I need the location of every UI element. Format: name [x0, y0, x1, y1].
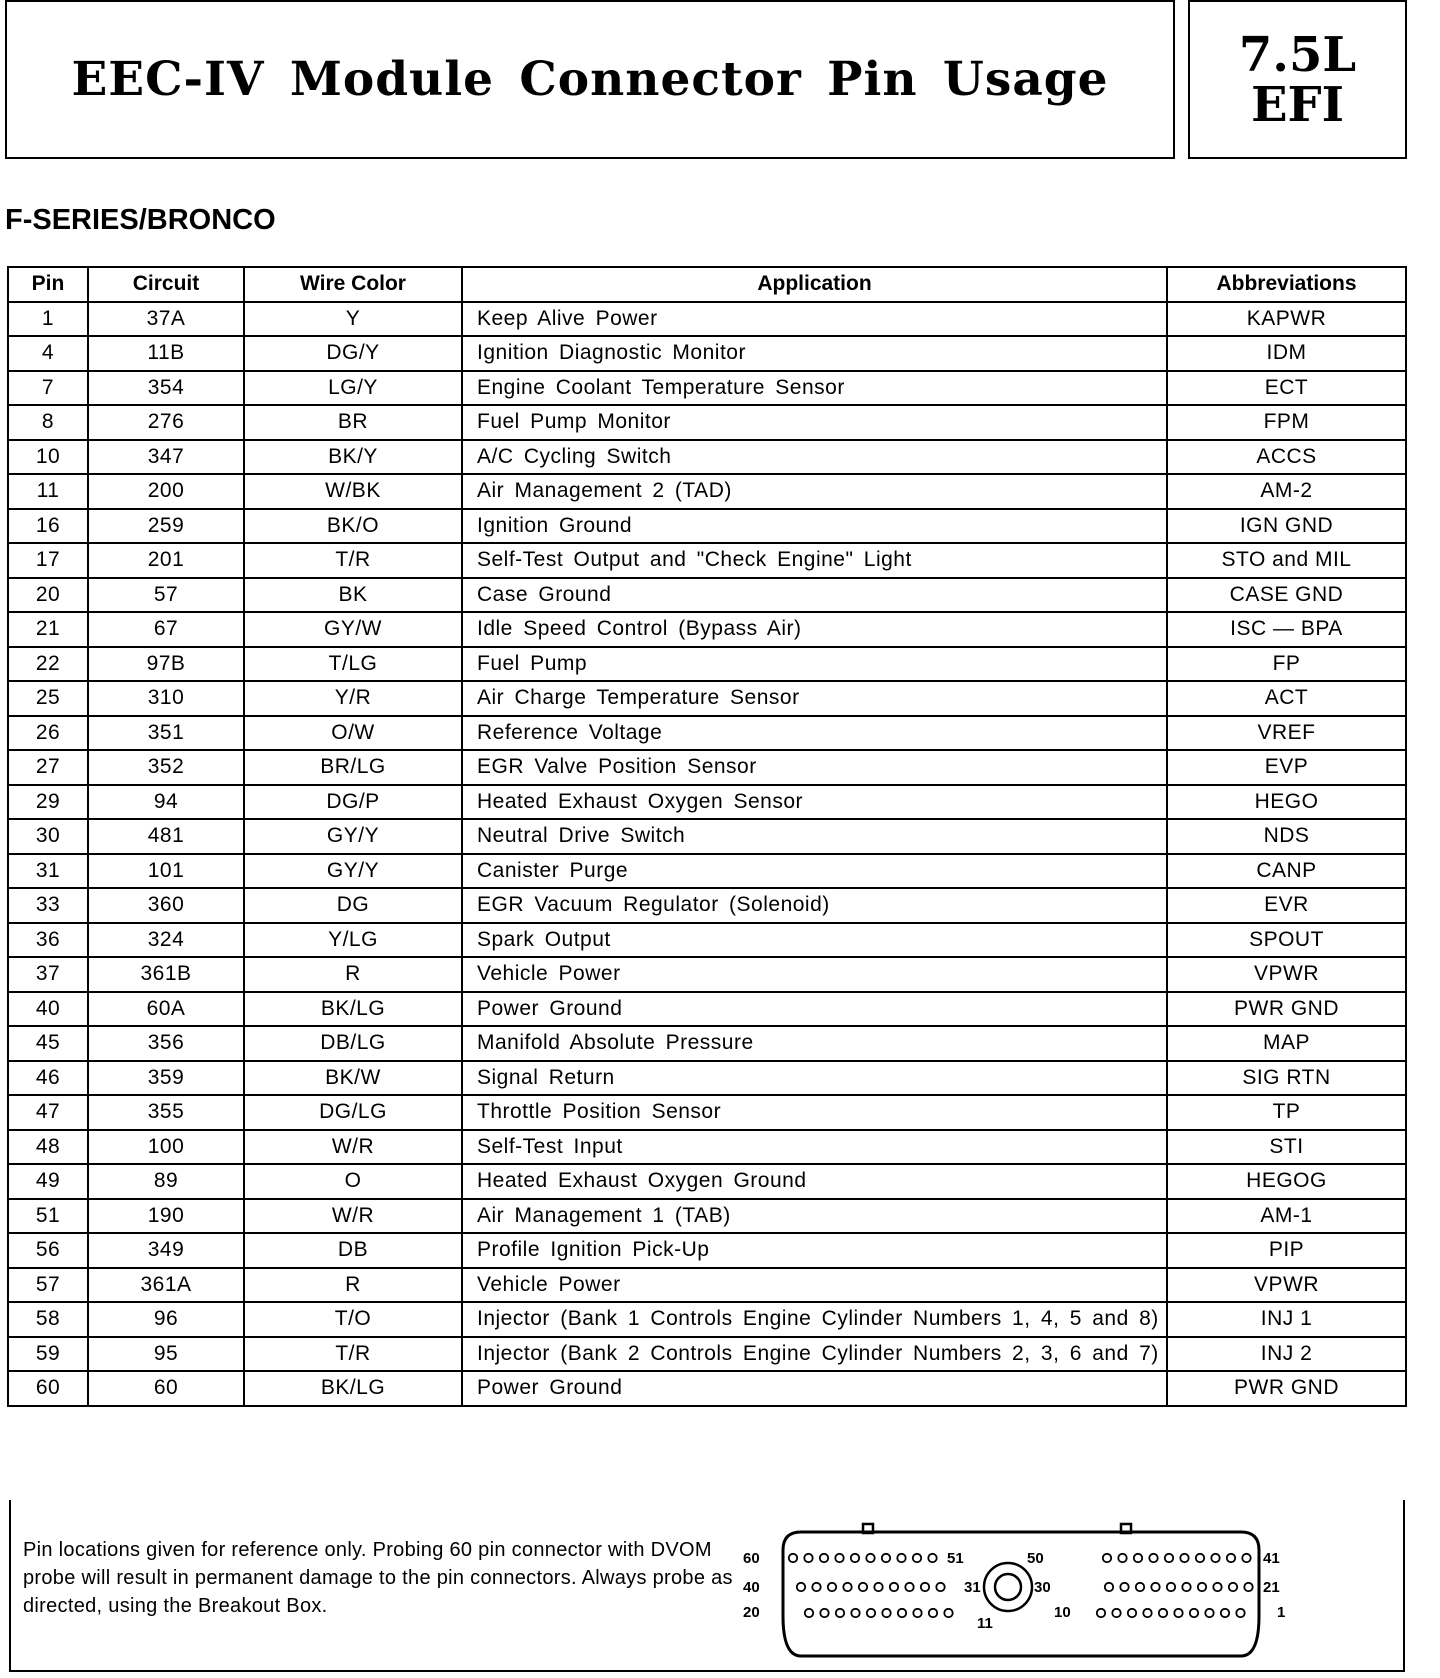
circuit-cell: 96: [88, 1302, 244, 1337]
pin-cell: 1: [8, 302, 88, 337]
table-row: [8, 923, 1406, 958]
table-row: [8, 543, 1406, 578]
application-cell: Self-Test Output and "Check Engine" Light: [462, 543, 1167, 578]
application-cell: Neutral Drive Switch: [462, 819, 1167, 854]
connector-pin: [897, 1554, 905, 1562]
application-cell: Heated Exhaust Oxygen Sensor: [462, 785, 1167, 820]
table-row: [8, 819, 1406, 854]
table-row: [8, 1268, 1406, 1303]
wire-color-cell: BK/W: [244, 1061, 462, 1096]
abbreviation-cell: ACT: [1167, 681, 1406, 716]
table-row: [8, 509, 1406, 544]
application-cell: Fuel Pump: [462, 647, 1167, 682]
table-row: [8, 1164, 1406, 1199]
application-cell: Heated Exhaust Oxygen Ground: [462, 1164, 1167, 1199]
application-cell: Injector (Bank 2 Controls Engine Cylinder Numbers 2, 3, 6 and 7): [462, 1337, 1167, 1372]
connector-pin: [1105, 1583, 1113, 1591]
application-cell: Engine Coolant Temperature Sensor: [462, 371, 1167, 406]
connector-center-bolt-inner: [995, 1574, 1021, 1600]
connector-pin: [843, 1583, 851, 1591]
pin-label-40: 40: [743, 1579, 760, 1596]
table-row: [8, 750, 1406, 785]
table-header-row: [8, 267, 1406, 302]
wire-color-cell: T/LG: [244, 647, 462, 682]
table-row: [8, 647, 1406, 682]
abbreviation-cell: MAP: [1167, 1026, 1406, 1061]
abbreviation-cell: ECT: [1167, 371, 1406, 406]
connector-pin: [1174, 1609, 1182, 1617]
connector-pin: [835, 1554, 843, 1562]
connector-pin: [898, 1609, 906, 1617]
abbreviation-cell: VPWR: [1167, 1268, 1406, 1303]
abbreviation-cell: INJ 1: [1167, 1302, 1406, 1337]
application-cell: Ignition Ground: [462, 509, 1167, 544]
connector-pin: [921, 1583, 929, 1591]
wire-color-cell: W/BK: [244, 474, 462, 509]
table-row: [8, 888, 1406, 923]
circuit-cell: 355: [88, 1095, 244, 1130]
table-row: [8, 1233, 1406, 1268]
circuit-cell: 190: [88, 1199, 244, 1234]
pin-cell: 26: [8, 716, 88, 751]
connector-pin: [1205, 1609, 1213, 1617]
wire-color-cell: BK/O: [244, 509, 462, 544]
connector-pin: [928, 1554, 936, 1562]
circuit-cell: 200: [88, 474, 244, 509]
engine-badge: [1188, 0, 1407, 159]
pin-cell: 56: [8, 1233, 88, 1268]
pin-cell: 59: [8, 1337, 88, 1372]
pin-cell: 48: [8, 1130, 88, 1165]
connector-pin: [1244, 1583, 1252, 1591]
connector-pin: [1165, 1554, 1173, 1562]
wire-color-cell: DG/LG: [244, 1095, 462, 1130]
wire-color-cell: BK/LG: [244, 992, 462, 1027]
connector-pin: [913, 1609, 921, 1617]
connector-pin: [1149, 1554, 1157, 1562]
table-row: [8, 405, 1406, 440]
table-row: [8, 681, 1406, 716]
circuit-cell: 101: [88, 854, 244, 889]
pin-label-60: 60: [743, 1550, 760, 1567]
wire-color-cell: DG/Y: [244, 336, 462, 371]
pin-cell: 22: [8, 647, 88, 682]
connector-pin: [1128, 1609, 1136, 1617]
connector-pin: [882, 1554, 890, 1562]
abbreviation-cell: HEGO: [1167, 785, 1406, 820]
pin-cell: 21: [8, 612, 88, 647]
header-wire-color: Wire Color: [244, 267, 462, 302]
wire-color-cell: BR: [244, 405, 462, 440]
pin-label-20: 20: [743, 1604, 760, 1621]
connector-pin: [1103, 1554, 1111, 1562]
abbreviation-cell: CASE GND: [1167, 578, 1406, 613]
table-row: [8, 1199, 1406, 1234]
table-row: [8, 578, 1406, 613]
application-cell: Reference Voltage: [462, 716, 1167, 751]
wire-color-cell: BR/LG: [244, 750, 462, 785]
abbreviation-cell: PIP: [1167, 1233, 1406, 1268]
connector-outline: [783, 1532, 1259, 1656]
application-cell: Fuel Pump Monitor: [462, 405, 1167, 440]
application-cell: Self-Test Input: [462, 1130, 1167, 1165]
abbreviation-cell: FPM: [1167, 405, 1406, 440]
abbreviation-cell: SIG RTN: [1167, 1061, 1406, 1096]
wire-color-cell: O: [244, 1164, 462, 1199]
connector-pin: [867, 1609, 875, 1617]
pin-cell: 17: [8, 543, 88, 578]
application-cell: Profile Ignition Pick-Up: [462, 1233, 1167, 1268]
header-pin: Pin: [8, 267, 88, 302]
wire-color-cell: BK: [244, 578, 462, 613]
wire-color-cell: W/R: [244, 1130, 462, 1165]
table-body: [8, 302, 1406, 1406]
abbreviation-cell: KAPWR: [1167, 302, 1406, 337]
connector-pin: [1221, 1609, 1229, 1617]
connector-pin: [859, 1583, 867, 1591]
pin-usage-table: [7, 266, 1407, 1407]
wire-color-cell: BK/LG: [244, 1371, 462, 1406]
table-row: [8, 302, 1406, 337]
pin-cell: 57: [8, 1268, 88, 1303]
connector-pin: [1143, 1609, 1151, 1617]
wire-color-cell: GY/Y: [244, 819, 462, 854]
connector-pin: [1097, 1609, 1105, 1617]
connector-pin: [804, 1554, 812, 1562]
pin-cell: 40: [8, 992, 88, 1027]
circuit-cell: 361A: [88, 1268, 244, 1303]
wire-color-cell: DG/P: [244, 785, 462, 820]
connector-pin: [1236, 1609, 1244, 1617]
pin-cell: 29: [8, 785, 88, 820]
connector-pin: [1112, 1609, 1120, 1617]
connector-pin: [820, 1609, 828, 1617]
circuit-cell: 356: [88, 1026, 244, 1061]
connector-pin: [1151, 1583, 1159, 1591]
application-cell: Air Management 2 (TAD): [462, 474, 1167, 509]
table-row: [8, 1026, 1406, 1061]
circuit-cell: 60A: [88, 992, 244, 1027]
application-cell: Signal Return: [462, 1061, 1167, 1096]
abbreviation-cell: EVR: [1167, 888, 1406, 923]
pin-cell: 30: [8, 819, 88, 854]
connector-pin: [890, 1583, 898, 1591]
pin-label-31: 31: [964, 1579, 981, 1596]
connector-pin: [866, 1554, 874, 1562]
wire-color-cell: T/R: [244, 543, 462, 578]
connector-pin: [797, 1583, 805, 1591]
wire-color-cell: GY/W: [244, 612, 462, 647]
table-row: [8, 612, 1406, 647]
pin-cell: 16: [8, 509, 88, 544]
wire-color-cell: Y/LG: [244, 923, 462, 958]
circuit-cell: 360: [88, 888, 244, 923]
abbreviation-cell: FP: [1167, 647, 1406, 682]
engine-type: EFI: [1250, 76, 1345, 133]
connector-pin: [1242, 1554, 1250, 1562]
circuit-cell: 349: [88, 1233, 244, 1268]
abbreviation-cell: NDS: [1167, 819, 1406, 854]
abbreviation-cell: AM-2: [1167, 474, 1406, 509]
connector-pin: [936, 1583, 944, 1591]
pin-label-1: 1: [1277, 1604, 1286, 1621]
table-row: [8, 1371, 1406, 1406]
application-cell: A/C Cycling Switch: [462, 440, 1167, 475]
pin-cell: 60: [8, 1371, 88, 1406]
circuit-cell: 100: [88, 1130, 244, 1165]
wire-color-cell: W/R: [244, 1199, 462, 1234]
table-row: [8, 854, 1406, 889]
wire-color-cell: DB/LG: [244, 1026, 462, 1061]
connector-pin: [836, 1609, 844, 1617]
connector-pin: [805, 1609, 813, 1617]
circuit-cell: 352: [88, 750, 244, 785]
pin-label-10: 10: [1054, 1604, 1071, 1621]
connector-pin: [1134, 1554, 1142, 1562]
abbreviation-cell: IGN GND: [1167, 509, 1406, 544]
engine-displacement: 7.5L: [1238, 26, 1357, 83]
connector-pin: [882, 1609, 890, 1617]
wire-color-cell: Y: [244, 302, 462, 337]
abbreviation-cell: PWR GND: [1167, 1371, 1406, 1406]
circuit-cell: 361B: [88, 957, 244, 992]
application-cell: Throttle Position Sensor: [462, 1095, 1167, 1130]
abbreviation-cell: SPOUT: [1167, 923, 1406, 958]
abbreviation-cell: CANP: [1167, 854, 1406, 889]
connector-pin: [820, 1554, 828, 1562]
circuit-cell: 347: [88, 440, 244, 475]
wire-color-cell: BK/Y: [244, 440, 462, 475]
abbreviation-cell: STI: [1167, 1130, 1406, 1165]
circuit-cell: 310: [88, 681, 244, 716]
application-cell: Power Ground: [462, 1371, 1167, 1406]
pin-cell: 37: [8, 957, 88, 992]
wire-color-cell: T/R: [244, 1337, 462, 1372]
abbreviation-cell: AM-1: [1167, 1199, 1406, 1234]
wire-color-cell: GY/Y: [244, 854, 462, 889]
circuit-cell: 11B: [88, 336, 244, 371]
application-cell: EGR Valve Position Sensor: [462, 750, 1167, 785]
application-cell: Air Charge Temperature Sensor: [462, 681, 1167, 716]
connector-pin: [1229, 1583, 1237, 1591]
connector-pin: [1196, 1554, 1204, 1562]
application-cell: Air Management 1 (TAB): [462, 1199, 1167, 1234]
application-cell: Keep Alive Power: [462, 302, 1167, 337]
pin-cell: 58: [8, 1302, 88, 1337]
header-application: Application: [462, 267, 1167, 302]
connector-center-bolt-outer: [984, 1563, 1032, 1611]
connector-pin: [1159, 1609, 1167, 1617]
pin-label-41: 41: [1263, 1550, 1280, 1567]
connector-pin: [789, 1554, 797, 1562]
abbreviation-cell: EVP: [1167, 750, 1406, 785]
connector-pin: [1118, 1554, 1126, 1562]
abbreviation-cell: TP: [1167, 1095, 1406, 1130]
connector-pin: [1190, 1609, 1198, 1617]
application-cell: EGR Vacuum Regulator (Solenoid): [462, 888, 1167, 923]
connector-pin: [828, 1583, 836, 1591]
abbreviation-cell: IDM: [1167, 336, 1406, 371]
abbreviation-cell: VPWR: [1167, 957, 1406, 992]
connector-pin: [851, 1554, 859, 1562]
application-cell: Canister Purge: [462, 854, 1167, 889]
application-cell: Ignition Diagnostic Monitor: [462, 336, 1167, 371]
table-row: [8, 1095, 1406, 1130]
pin-label-30: 30: [1034, 1579, 1051, 1596]
wire-color-cell: R: [244, 957, 462, 992]
abbreviation-cell: VREF: [1167, 716, 1406, 751]
connector-pin: [1180, 1554, 1188, 1562]
probe-warning-note: Pin locations given for reference only. Probing 60 pin connector with DVOM probe will result in permanent damage to the pin connectors. Always probe as directed, using the Breakout Box.: [23, 1539, 733, 1617]
pin-cell: 8: [8, 405, 88, 440]
connector-pin: [905, 1583, 913, 1591]
abbreviation-cell: HEGOG: [1167, 1164, 1406, 1199]
pin-cell: 33: [8, 888, 88, 923]
wire-color-cell: O/W: [244, 716, 462, 751]
table-row: [8, 992, 1406, 1027]
circuit-cell: 324: [88, 923, 244, 958]
section-title: F-SERIES/BRONCO: [5, 204, 276, 236]
header-abbreviations: Abbreviations: [1167, 267, 1406, 302]
abbreviation-cell: ACCS: [1167, 440, 1406, 475]
pin-label-50: 50: [1027, 1550, 1044, 1567]
application-cell: Power Ground: [462, 992, 1167, 1027]
connector-pin: [851, 1609, 859, 1617]
abbreviation-cell: INJ 2: [1167, 1337, 1406, 1372]
pin-cell: 46: [8, 1061, 88, 1096]
application-cell: Case Ground: [462, 578, 1167, 613]
connector-pin: [929, 1609, 937, 1617]
table-row: [8, 336, 1406, 371]
pin-label-51: 51: [947, 1550, 964, 1567]
abbreviation-cell: ISC — BPA: [1167, 612, 1406, 647]
circuit-cell: 359: [88, 1061, 244, 1096]
header-circuit: Circuit: [88, 267, 244, 302]
application-cell: Vehicle Power: [462, 1268, 1167, 1303]
abbreviation-cell: STO and MIL: [1167, 543, 1406, 578]
circuit-cell: 276: [88, 405, 244, 440]
circuit-cell: 351: [88, 716, 244, 751]
connector-pin: [1198, 1583, 1206, 1591]
pin-cell: 36: [8, 923, 88, 958]
table-row: [8, 1130, 1406, 1165]
pin-label-11: 11: [977, 1615, 993, 1632]
application-cell: Manifold Absolute Pressure: [462, 1026, 1167, 1061]
table-row: [8, 957, 1406, 992]
table-row: [8, 1337, 1406, 1372]
connector-pin: [944, 1609, 952, 1617]
connector-pin: [1213, 1583, 1221, 1591]
connector-pin: [874, 1583, 882, 1591]
circuit-cell: 60: [88, 1371, 244, 1406]
wire-color-cell: LG/Y: [244, 371, 462, 406]
wire-color-cell: R: [244, 1268, 462, 1303]
connector-pin: [1211, 1554, 1219, 1562]
pin-cell: 45: [8, 1026, 88, 1061]
wire-color-cell: DG: [244, 888, 462, 923]
pin-label-21: 21: [1263, 1579, 1280, 1596]
application-cell: Vehicle Power: [462, 957, 1167, 992]
circuit-cell: 481: [88, 819, 244, 854]
table-row: [8, 440, 1406, 475]
connector-pin: [1120, 1583, 1128, 1591]
pin-cell: 31: [8, 854, 88, 889]
connector-pin: [1167, 1583, 1175, 1591]
circuit-cell: 201: [88, 543, 244, 578]
pin-cell: 25: [8, 681, 88, 716]
pin-cell: 27: [8, 750, 88, 785]
table-row: [8, 1061, 1406, 1096]
circuit-cell: 354: [88, 371, 244, 406]
connector-pin: [1136, 1583, 1144, 1591]
circuit-cell: 57: [88, 578, 244, 613]
connector-pin: [1182, 1583, 1190, 1591]
pin-cell: 7: [8, 371, 88, 406]
table-row: [8, 1302, 1406, 1337]
wire-color-cell: T/O: [244, 1302, 462, 1337]
application-cell: Injector (Bank 1 Controls Engine Cylinder Numbers 1, 4, 5 and 8): [462, 1302, 1167, 1337]
connector-diagram: [743, 1520, 1361, 1660]
circuit-cell: 95: [88, 1337, 244, 1372]
table-row: [8, 716, 1406, 751]
abbreviation-cell: PWR GND: [1167, 992, 1406, 1027]
pin-cell: 11: [8, 474, 88, 509]
footer-box: [9, 1500, 1405, 1672]
application-cell: Spark Output: [462, 923, 1167, 958]
circuit-cell: 37A: [88, 302, 244, 337]
pin-cell: 51: [8, 1199, 88, 1234]
connector-pin: [913, 1554, 921, 1562]
application-cell: Idle Speed Control (Bypass Air): [462, 612, 1167, 647]
circuit-cell: 67: [88, 612, 244, 647]
wire-color-cell: Y/R: [244, 681, 462, 716]
title-box: [5, 0, 1175, 159]
table-row: [8, 371, 1406, 406]
wire-color-cell: DB: [244, 1233, 462, 1268]
page-title: EEC-IV Module Connector Pin Usage: [71, 52, 1109, 107]
pin-cell: 4: [8, 336, 88, 371]
connector-pin: [1227, 1554, 1235, 1562]
connector-pin: [812, 1583, 820, 1591]
pin-cell: 49: [8, 1164, 88, 1199]
circuit-cell: 97B: [88, 647, 244, 682]
circuit-cell: 94: [88, 785, 244, 820]
circuit-cell: 259: [88, 509, 244, 544]
pin-cell: 10: [8, 440, 88, 475]
table-row: [8, 785, 1406, 820]
pin-cell: 47: [8, 1095, 88, 1130]
circuit-cell: 89: [88, 1164, 244, 1199]
table-row: [8, 474, 1406, 509]
pin-cell: 20: [8, 578, 88, 613]
